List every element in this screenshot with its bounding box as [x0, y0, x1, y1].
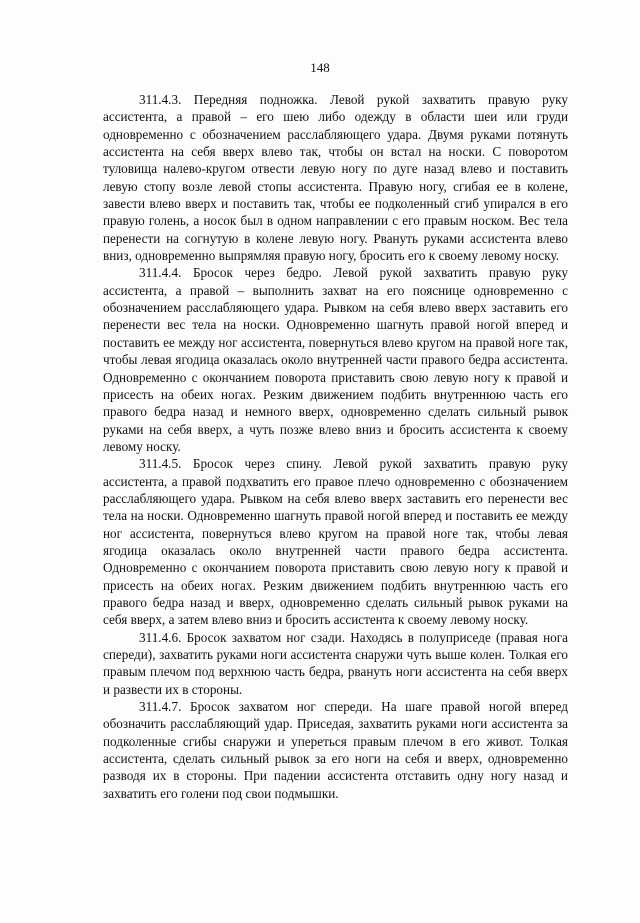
paragraph-311-4-6: 311.4.6. Бросок захватом ног сзади. Находясь в полуприседе (правая нога спереди), захватить руками ноги ассистента снаружи чуть выше колен. Толкая его правым плечом под верхнюю часть бедра, рвануть ноги ассистента на себя вверх и развести их в стороны.: [103, 629, 568, 697]
paragraph-311-4-4: 311.4.4. Бросок через бедро. Левой рукой захватить правую руку ассистента, а правой – выполнить захват на его пояснице одновременно с обозначением расслабляющего удара. Рывком на себя влево вверх заставить его перенести вес тела на носки. Одновременно шагнуть правой ногой вперед и поставить ее между ног ассистента, повернуться влево кругом на правой ноге так, чтобы левая ягодица оказалась около внутренней части правого бедра ассистента. Одновременно с окончанием поворота приставить свою левую ногу к правой и присесть на обеих ногах. Резким движением подбить внутреннюю часть его правого бедра назад и немного вверх, одновременно сделать сильный рывок руками на себя вверх, а чуть позже влево вниз и бросить ассистента к своему левому носку.: [103, 265, 568, 454]
paragraph-311-4-7: 311.4.7. Бросок захватом ног спереди. На шаге правой ногой вперед обозначить расслабляющий удар. Приседая, захватить руками ноги ассистента за подколенные сгибы снаружи и упереться правым плечом в его живот. Толкая ассистента, сделать сильный рывок за его ноги на себя и вверх, одновременно разводя их в стороны. При падении ассистента отставить одну ногу назад и захватить его голени под свои подмышки.: [103, 699, 568, 801]
paragraph-311-4-5: 311.4.5. Бросок через спину. Левой рукой захватить правую руку ассистента, а правой подхватить его правое плечо одновременно с обозначением расслабляющего удара. Рывком на себя влево вверх заставить его перенести вес тела на носки. Одновременно шагнуть правой ногой вперед и поставить ее между ног ассистента, повернуться влево кругом на правой ноге так, чтобы левая ягодица оказалась около внутренней части правого бедра ассистента. Одновременно с окончанием поворота приставить свою левую ногу к правой и присесть на обеих ногах. Резким движением подбить внутреннюю часть его правого бедра назад и вверх, одновременно сделать сильный рывок руками на себя вверх, а затем влево вниз и бросить ассистента к своему левому носку.: [103, 456, 568, 628]
document-body: [103, 91, 568, 802]
page-number: 148: [310, 60, 330, 75]
paragraph-311-4-3: 311.4.3. Передняя подножка. Левой рукой захватить правую руку ассистента, а правой – его шею либо одежду в области шеи или груди одновременно с обозначением расслабляющего удара. Двумя руками потянуть ассистента на себя вверх влево так, чтобы он встал на носки. С поворотом туловища налево-кругом отвести левую ногу по дуге назад влево и поставить левую стопу возле левой стопы ассистента. Правую ногу, сгибая ее в колене, завести влево вверх и поставить так, чтобы ее подколенный сгиб упирался в его правую голень, а носок был в одном направлении с его правым носком. Вес тела перенести на согнутую в колене левую ногу. Рвануть руками ассистента влево вниз, одновременно выпрямляя правую ногу, бросить его к своему левому носку.: [103, 92, 568, 264]
